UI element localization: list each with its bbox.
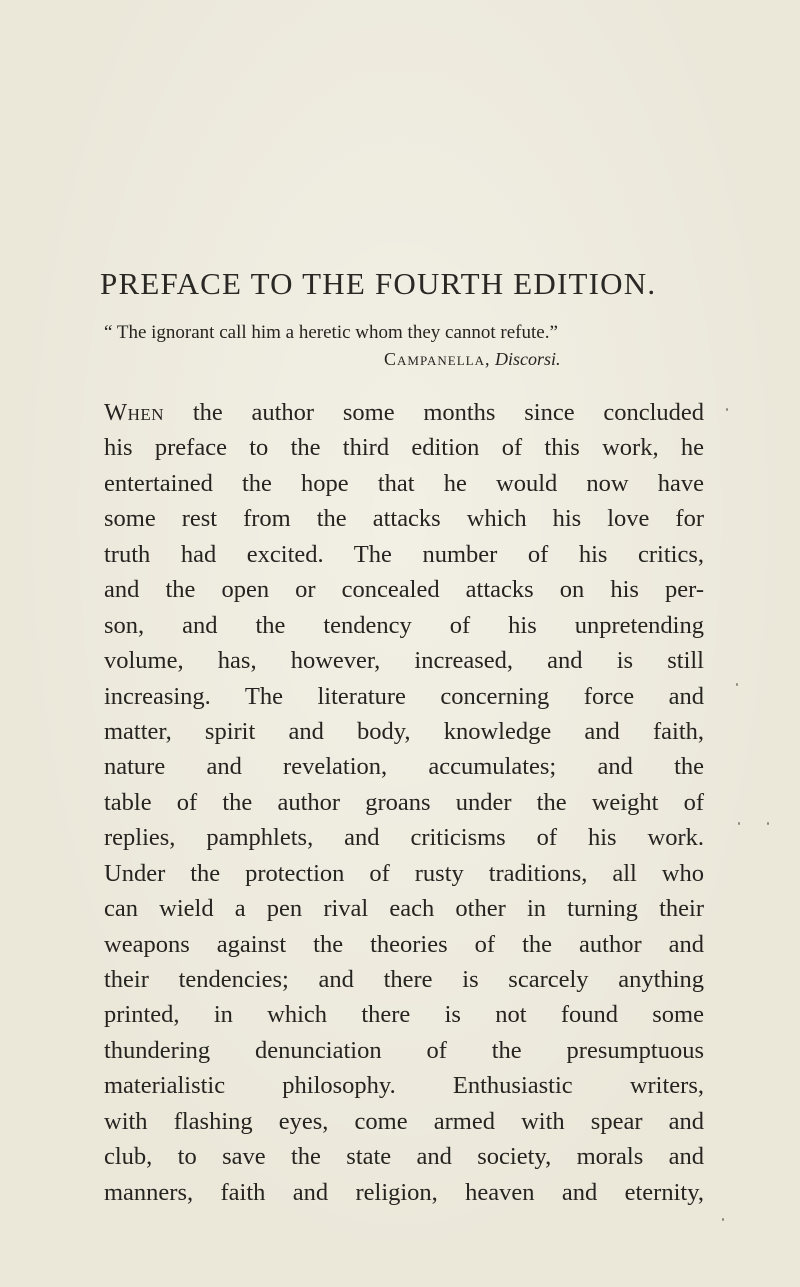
text-line: increasing. The literature concerning force and bbox=[104, 682, 704, 710]
opening-word: When bbox=[104, 399, 165, 426]
margin-speck bbox=[767, 822, 769, 825]
margin-speck bbox=[738, 822, 740, 825]
epigraph-author: Campanella, bbox=[384, 349, 491, 369]
text-line: manners, faith and religion, heaven and eternity, bbox=[104, 1178, 704, 1206]
epigraph-quote: “ The ignorant call him a heretic whom they cannot refute.” bbox=[104, 322, 558, 343]
text-line: and the open or concealed attacks on his per- bbox=[104, 576, 704, 604]
text-line: their tendencies; and there is scarcely anything bbox=[104, 966, 704, 993]
page-title: PREFACE TO THE FOURTH EDITION. bbox=[100, 266, 657, 301]
text-line: truth had excited. The number of his critics, bbox=[104, 540, 704, 568]
text-line: replies, pamphlets, and criticisms of his work. bbox=[104, 824, 704, 852]
text-line: printed, in which there is not found some bbox=[104, 1001, 704, 1029]
body-paragraph bbox=[104, 395, 704, 1210]
text-line: matter, spirit and body, knowledge and faith, bbox=[104, 717, 704, 745]
text-line-content: the author some months since concluded bbox=[164, 399, 704, 426]
text-line bbox=[104, 395, 704, 430]
text-line: with flashing eyes, come armed with spear and bbox=[104, 1107, 704, 1135]
text-line: entertained the hope that he would now have bbox=[104, 469, 704, 497]
text-line: materialistic philosophy. Enthusiastic writers, bbox=[104, 1072, 704, 1100]
text-line: weapons against the theories of the author and bbox=[104, 930, 704, 958]
margin-speck bbox=[722, 1218, 724, 1221]
margin-speck bbox=[726, 408, 728, 411]
text-line: thundering denunciation of the presumptuous bbox=[104, 1036, 704, 1064]
text-line: volume, has, however, increased, and is still bbox=[104, 647, 704, 675]
text-line: table of the author groans under the weight of bbox=[104, 788, 704, 816]
margin-speck bbox=[736, 683, 738, 686]
text-line: some rest from the attacks which his love for bbox=[104, 505, 704, 533]
text-line: son, and the tendency of his unpretending bbox=[104, 611, 704, 639]
epigraph-work: Discorsi. bbox=[494, 349, 561, 369]
text-line: can wield a pen rival each other in turning their bbox=[104, 895, 704, 923]
text-line: his preface to the third edition of this work, he bbox=[104, 434, 704, 462]
text-line: club, to save the state and society, morals and bbox=[104, 1143, 704, 1171]
text-line: Under the protection of rusty traditions, all who bbox=[104, 859, 704, 887]
text-line: nature and revelation, accumulates; and the bbox=[104, 753, 704, 781]
epigraph-attribution bbox=[384, 349, 561, 370]
